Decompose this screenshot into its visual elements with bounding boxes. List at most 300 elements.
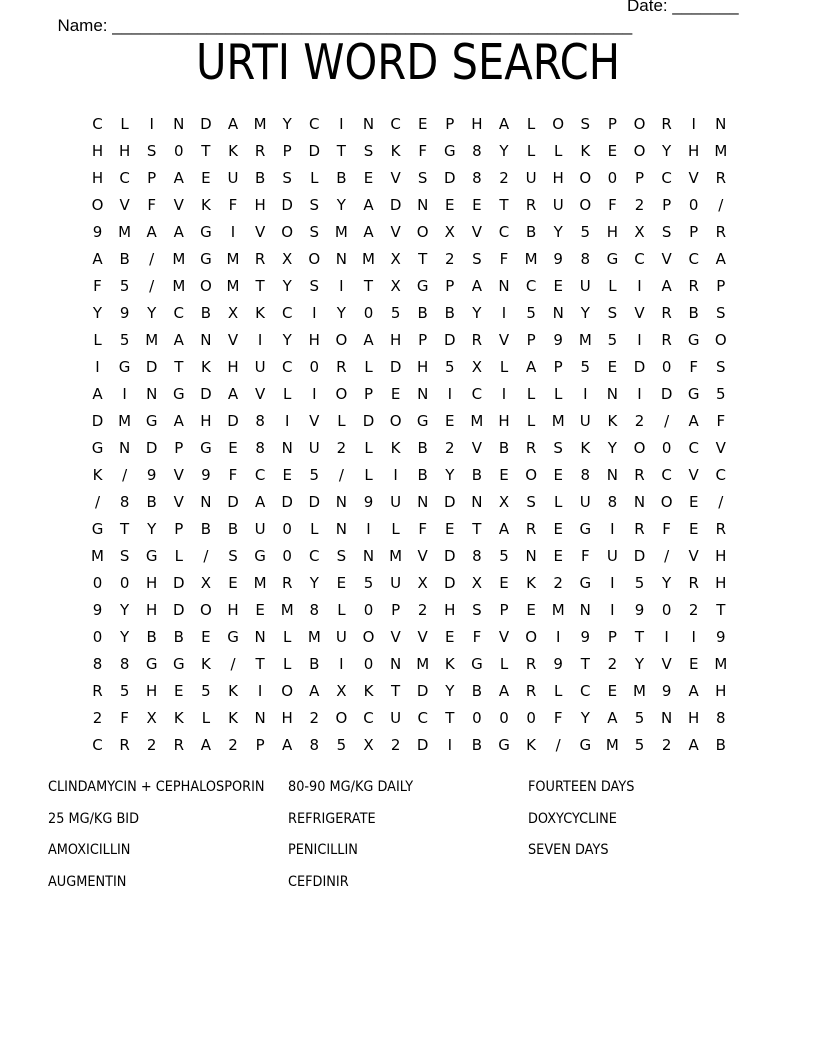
grid-letter[interactable]: H [389, 331, 402, 349]
grid-letter[interactable]: L [526, 412, 536, 430]
grid-letter[interactable]: H [715, 682, 727, 700]
grid-letter[interactable]: X [363, 736, 374, 754]
grid-letter[interactable]: 8 [580, 250, 591, 268]
grid-letter[interactable]: T [716, 601, 726, 619]
grid-letter[interactable]: V [254, 223, 266, 241]
grid-letter[interactable]: 5 [607, 331, 618, 349]
grid-letter[interactable]: E [445, 412, 455, 430]
grid-letter[interactable]: V [309, 412, 320, 430]
grid-letter[interactable]: L [120, 115, 129, 133]
grid-letter[interactable]: G [471, 655, 483, 673]
grid-letter[interactable]: H [227, 601, 239, 619]
grid-letter[interactable]: V [173, 196, 184, 214]
grid-letter[interactable]: H [91, 169, 104, 187]
grid-letter[interactable]: O [552, 115, 565, 133]
grid-letter[interactable]: H [200, 412, 212, 430]
grid-letter[interactable]: H [281, 709, 293, 727]
grid-letter[interactable]: T [363, 277, 374, 295]
grid-letter[interactable]: L [608, 277, 617, 295]
grid-letter[interactable]: X [417, 574, 428, 592]
grid-letter[interactable]: C [281, 304, 293, 322]
grid-letter[interactable]: K [255, 304, 266, 322]
name-field-label[interactable]: Name: _______________________________________________________ [57, 16, 633, 35]
grid-letter[interactable]: E [553, 466, 563, 484]
grid-letter[interactable]: 5 [336, 736, 347, 754]
grid-letter[interactable]: O [199, 601, 212, 619]
grid-letter[interactable]: C [309, 547, 320, 565]
grid-letter[interactable]: U [579, 493, 591, 511]
grid-letter[interactable]: N [660, 709, 673, 727]
grid-letter[interactable]: 2 [309, 709, 320, 727]
grid-letter[interactable]: E [688, 520, 699, 538]
grid-letter[interactable]: 2 [634, 412, 645, 430]
grid-letter[interactable]: / [203, 547, 209, 565]
grid-letter[interactable]: T [336, 142, 346, 160]
grid-letter[interactable]: M [605, 736, 619, 754]
grid-letter[interactable]: O [199, 277, 212, 295]
grid-letter[interactable]: 9 [146, 466, 157, 484]
grid-letter[interactable]: M [362, 250, 375, 268]
grid-letter[interactable]: 8 [119, 655, 130, 673]
grid-letter[interactable]: F [608, 196, 617, 214]
grid-letter[interactable]: B [200, 520, 212, 538]
grid-letter[interactable]: O [308, 250, 321, 268]
grid-letter[interactable]: I [555, 628, 561, 646]
grid-letter[interactable]: P [445, 115, 455, 133]
grid-letter[interactable]: B [688, 304, 699, 322]
grid-letter[interactable]: H [308, 331, 320, 349]
grid-letter[interactable]: D [660, 385, 673, 403]
grid-letter[interactable]: D [416, 736, 429, 754]
grid-letter[interactable]: 5 [580, 223, 591, 241]
grid-letter[interactable]: B [525, 223, 537, 241]
grid-letter[interactable]: B [227, 520, 239, 538]
grid-letter[interactable]: L [364, 439, 373, 457]
grid-letter[interactable]: L [364, 466, 373, 484]
grid-letter[interactable]: 2 [228, 736, 238, 754]
grid-letter[interactable]: 8 [716, 709, 726, 727]
grid-letter[interactable]: I [312, 304, 317, 322]
grid-letter[interactable]: B [254, 169, 266, 187]
grid-letter[interactable]: D [200, 115, 212, 133]
grid-letter[interactable]: 0 [309, 358, 320, 376]
grid-letter[interactable]: H [688, 709, 700, 727]
grid-letter[interactable]: 8 [580, 466, 591, 484]
grid-letter[interactable]: B [309, 655, 320, 673]
grid-letter[interactable]: M [172, 250, 186, 268]
grid-letter[interactable]: 5 [363, 574, 374, 592]
grid-letter[interactable]: O [335, 331, 348, 349]
grid-letter[interactable]: 9 [634, 601, 645, 619]
grid-letter[interactable]: M [578, 331, 592, 349]
grid-letter[interactable]: E [445, 196, 455, 214]
grid-letter[interactable]: B [471, 682, 483, 700]
grid-letter[interactable]: I [447, 736, 453, 754]
grid-letter[interactable]: C [498, 223, 510, 241]
grid-letter[interactable]: G [498, 736, 510, 754]
grid-letter[interactable]: V [498, 628, 510, 646]
grid-letter[interactable]: X [634, 223, 645, 241]
grid-letter[interactable]: D [308, 142, 321, 160]
grid-letter[interactable]: D [444, 574, 456, 592]
grid-letter[interactable]: R [715, 223, 727, 241]
grid-letter[interactable]: 9 [201, 466, 211, 484]
grid-letter[interactable]: E [607, 682, 618, 700]
grid-letter[interactable]: M [118, 223, 132, 241]
grid-letter[interactable]: 5 [309, 466, 320, 484]
grid-letter[interactable]: R [525, 439, 537, 457]
grid-letter[interactable]: G [91, 439, 104, 457]
grid-letter[interactable]: K [200, 655, 211, 673]
grid-letter[interactable]: P [634, 169, 645, 187]
grid-letter[interactable]: R [661, 115, 672, 133]
grid-letter[interactable]: X [336, 682, 347, 700]
grid-letter[interactable]: G [91, 520, 104, 538]
grid-letter[interactable]: H [471, 115, 483, 133]
grid-letter[interactable]: I [284, 412, 290, 430]
grid-letter[interactable]: B [417, 466, 428, 484]
grid-letter[interactable]: D [444, 547, 456, 565]
grid-letter[interactable]: A [498, 520, 510, 538]
grid-letter[interactable]: R [688, 277, 699, 295]
grid-letter[interactable]: D [145, 358, 158, 376]
grid-letter[interactable]: 0 [661, 439, 672, 457]
grid-letter[interactable]: Y [445, 466, 455, 484]
grid-letter[interactable]: K [228, 682, 238, 700]
grid-letter[interactable]: 8 [607, 493, 618, 511]
grid-letter[interactable]: N [362, 115, 375, 133]
grid-letter[interactable]: K [200, 358, 211, 376]
grid-letter[interactable]: A [254, 493, 266, 511]
grid-letter[interactable]: I [501, 385, 507, 403]
grid-letter[interactable]: M [714, 142, 728, 160]
grid-letter[interactable]: D [227, 493, 239, 511]
grid-letter[interactable]: E [336, 574, 347, 592]
grid-letter[interactable]: Y [662, 574, 672, 592]
grid-letter[interactable]: 9 [553, 331, 563, 349]
grid-letter[interactable]: M [226, 277, 240, 295]
grid-letter[interactable]: H [552, 169, 564, 187]
grid-letter[interactable]: G [145, 547, 158, 565]
grid-letter[interactable]: O [579, 169, 592, 187]
grid-letter[interactable]: B [471, 466, 483, 484]
grid-letter[interactable]: P [445, 277, 455, 295]
grid-letter[interactable]: 9 [92, 223, 103, 241]
grid-letter[interactable]: U [254, 520, 266, 538]
grid-letter[interactable]: 0 [363, 304, 374, 322]
grid-letter[interactable]: N [633, 493, 646, 511]
grid-letter[interactable]: C [715, 466, 727, 484]
grid-letter[interactable]: L [337, 601, 346, 619]
grid-letter[interactable]: V [471, 223, 483, 241]
grid-letter[interactable]: S [661, 223, 672, 241]
grid-letter[interactable]: H [146, 601, 158, 619]
grid-letter[interactable]: O [335, 385, 348, 403]
grid-letter[interactable]: I [610, 520, 615, 538]
grid-letter[interactable]: E [499, 466, 509, 484]
grid-letter[interactable]: 2 [92, 709, 103, 727]
grid-letter[interactable]: C [390, 115, 401, 133]
grid-letter[interactable]: S [309, 223, 320, 241]
grid-letter[interactable]: H [715, 547, 727, 565]
grid-letter[interactable]: M [145, 331, 159, 349]
grid-letter[interactable]: G [254, 547, 266, 565]
grid-letter[interactable]: N [254, 628, 266, 646]
grid-letter[interactable]: P [391, 601, 401, 619]
grid-letter[interactable]: R [471, 331, 483, 349]
grid-letter[interactable]: I [257, 331, 263, 349]
grid-letter[interactable]: 2 [499, 169, 509, 187]
grid-letter[interactable]: N [552, 304, 564, 322]
grid-letter[interactable]: V [173, 493, 184, 511]
grid-letter[interactable]: M [118, 412, 132, 430]
grid-letter[interactable]: K [580, 142, 591, 160]
grid-letter[interactable]: P [499, 601, 509, 619]
grid-letter[interactable]: A [200, 736, 212, 754]
grid-letter[interactable]: E [390, 385, 401, 403]
grid-letter[interactable]: N [606, 466, 618, 484]
grid-letter[interactable]: M [714, 655, 728, 673]
grid-letter[interactable]: D [633, 358, 646, 376]
grid-letter[interactable]: Y [580, 304, 590, 322]
grid-letter[interactable]: L [499, 655, 509, 673]
grid-letter[interactable]: L [391, 520, 400, 538]
grid-letter[interactable]: N [335, 493, 347, 511]
grid-letter[interactable]: X [227, 304, 239, 322]
grid-letter[interactable]: O [525, 628, 537, 646]
grid-letter[interactable]: O [362, 628, 375, 646]
grid-letter[interactable]: B [200, 304, 212, 322]
grid-letter[interactable]: 5 [716, 385, 726, 403]
grid-letter[interactable]: V [227, 331, 239, 349]
grid-letter[interactable]: F [228, 196, 238, 214]
grid-letter[interactable]: G [579, 736, 592, 754]
grid-letter[interactable]: S [417, 169, 428, 187]
grid-letter[interactable]: A [92, 385, 103, 403]
grid-letter[interactable]: D [444, 169, 456, 187]
grid-letter[interactable]: R [525, 682, 537, 700]
grid-letter[interactable]: V [390, 169, 401, 187]
grid-letter[interactable]: A [363, 196, 374, 214]
grid-letter[interactable]: E [174, 682, 184, 700]
grid-letter[interactable]: B [146, 628, 157, 646]
grid-letter[interactable]: B [471, 736, 483, 754]
grid-letter[interactable]: / [94, 493, 101, 511]
grid-letter[interactable]: M [253, 574, 267, 592]
grid-letter[interactable]: A [173, 169, 184, 187]
grid-letter[interactable]: E [499, 574, 509, 592]
grid-letter[interactable]: P [174, 520, 184, 538]
grid-letter[interactable]: F [716, 412, 726, 430]
grid-letter[interactable]: U [335, 628, 347, 646]
grid-letter[interactable]: N [146, 385, 158, 403]
grid-letter[interactable]: I [339, 115, 344, 133]
grid-letter[interactable]: L [499, 358, 509, 376]
grid-letter[interactable]: S [228, 547, 238, 565]
grid-letter[interactable]: K [526, 574, 537, 592]
grid-letter[interactable]: X [390, 250, 401, 268]
grid-letter[interactable]: G [200, 223, 212, 241]
grid-letter[interactable]: Y [309, 574, 319, 592]
grid-letter[interactable]: P [553, 358, 563, 376]
grid-letter[interactable]: K [526, 736, 537, 754]
grid-letter[interactable]: 2 [445, 439, 455, 457]
grid-letter[interactable]: P [282, 142, 292, 160]
grid-letter[interactable]: R [688, 574, 699, 592]
grid-letter[interactable]: I [583, 385, 588, 403]
grid-letter[interactable]: 8 [92, 655, 103, 673]
grid-letter[interactable]: P [147, 169, 157, 187]
grid-letter[interactable]: Y [282, 277, 292, 295]
grid-letter[interactable]: N [173, 115, 185, 133]
grid-letter[interactable]: D [444, 493, 456, 511]
grid-letter[interactable]: U [525, 169, 537, 187]
date-field-label[interactable]: Date: _______ [627, 0, 739, 15]
grid-letter[interactable]: 5 [580, 358, 591, 376]
grid-letter[interactable]: L [337, 412, 346, 430]
grid-letter[interactable]: / [149, 277, 155, 295]
grid-letter[interactable]: A [227, 385, 239, 403]
grid-letter[interactable]: Y [499, 142, 509, 160]
grid-letter[interactable]: S [716, 304, 726, 322]
grid-letter[interactable]: A [688, 736, 699, 754]
grid-letter[interactable]: 2 [607, 655, 618, 673]
grid-letter[interactable]: L [93, 331, 102, 349]
grid-letter[interactable]: I [339, 277, 344, 295]
grid-letter[interactable]: 5 [634, 736, 645, 754]
grid-letter[interactable]: I [393, 466, 398, 484]
grid-letter[interactable]: L [554, 493, 563, 511]
grid-letter[interactable]: E [472, 196, 482, 214]
grid-letter[interactable]: N [579, 601, 591, 619]
grid-letter[interactable]: K [444, 655, 455, 673]
grid-letter[interactable]: S [526, 493, 536, 511]
grid-letter[interactable]: 5 [526, 304, 536, 322]
grid-letter[interactable]: 8 [309, 601, 320, 619]
grid-letter[interactable]: G [118, 358, 131, 376]
grid-letter[interactable]: L [283, 385, 292, 403]
grid-letter[interactable]: 5 [634, 709, 645, 727]
grid-letter[interactable]: M [253, 115, 267, 133]
grid-letter[interactable]: S [472, 601, 482, 619]
grid-letter[interactable]: K [228, 142, 238, 160]
grid-letter[interactable]: 0 [282, 547, 292, 565]
grid-letter[interactable]: M [551, 601, 565, 619]
grid-letter[interactable]: 8 [119, 493, 130, 511]
grid-letter[interactable]: V [173, 466, 184, 484]
grid-letter[interactable]: P [662, 196, 672, 214]
grid-letter[interactable]: M [633, 682, 646, 700]
grid-letter[interactable]: M [334, 223, 348, 241]
grid-letter[interactable]: V [254, 385, 266, 403]
grid-letter[interactable]: L [174, 547, 183, 565]
grid-letter[interactable]: R [525, 196, 537, 214]
grid-letter[interactable]: C [363, 709, 374, 727]
grid-letter[interactable]: S [119, 547, 130, 565]
grid-letter[interactable]: 8 [309, 736, 320, 754]
grid-letter[interactable]: 0 [526, 709, 536, 727]
grid-letter[interactable]: F [499, 250, 509, 268]
grid-letter[interactable]: 5 [201, 682, 211, 700]
grid-letter[interactable]: 5 [445, 358, 455, 376]
grid-letter[interactable]: T [418, 250, 428, 268]
grid-letter[interactable]: K [607, 412, 618, 430]
grid-letter[interactable]: L [526, 115, 536, 133]
grid-letter[interactable]: O [335, 709, 348, 727]
grid-letter[interactable]: G [227, 628, 239, 646]
grid-letter[interactable]: R [634, 520, 645, 538]
grid-letter[interactable]: V [634, 304, 645, 322]
grid-letter[interactable]: S [282, 169, 292, 187]
grid-letter[interactable]: R [92, 682, 103, 700]
grid-letter[interactable]: T [445, 709, 455, 727]
grid-letter[interactable]: H [688, 142, 700, 160]
grid-letter[interactable]: I [122, 385, 127, 403]
grid-letter[interactable]: F [553, 709, 563, 727]
grid-letter[interactable]: V [417, 628, 428, 646]
grid-letter[interactable]: 2 [553, 574, 563, 592]
grid-letter[interactable]: D [145, 439, 158, 457]
grid-letter[interactable]: A [363, 331, 374, 349]
grid-letter[interactable]: 9 [661, 682, 672, 700]
grid-letter[interactable]: A [661, 277, 672, 295]
grid-letter[interactable]: N [200, 331, 212, 349]
grid-letter[interactable]: S [607, 304, 618, 322]
grid-letter[interactable]: Y [147, 304, 157, 322]
grid-letter[interactable]: C [173, 304, 185, 322]
grid-letter[interactable]: Y [92, 304, 103, 322]
grid-letter[interactable]: N [118, 439, 131, 457]
grid-letter[interactable]: C [580, 682, 591, 700]
grid-letter[interactable]: V [417, 547, 428, 565]
grid-letter[interactable]: S [146, 142, 157, 160]
grid-letter[interactable]: N [715, 115, 727, 133]
grid-letter[interactable]: C [661, 466, 672, 484]
grid-letter[interactable]: 2 [634, 196, 645, 214]
grid-letter[interactable]: N [525, 547, 537, 565]
grid-letter[interactable]: H [254, 196, 266, 214]
grid-letter[interactable]: 0 [92, 574, 103, 592]
grid-letter[interactable]: F [662, 520, 671, 538]
grid-letter[interactable]: E [526, 601, 536, 619]
grid-letter[interactable]: E [688, 493, 699, 511]
grid-letter[interactable]: S [363, 142, 374, 160]
grid-letter[interactable]: L [554, 142, 563, 160]
grid-letter[interactable]: 9 [92, 601, 103, 619]
grid-letter[interactable]: X [282, 250, 293, 268]
grid-letter[interactable]: 8 [255, 439, 265, 457]
grid-letter[interactable]: 9 [716, 628, 726, 646]
grid-letter[interactable]: 9 [580, 628, 591, 646]
grid-letter[interactable]: R [634, 466, 645, 484]
grid-letter[interactable]: 5 [119, 682, 130, 700]
grid-letter[interactable]: Y [120, 628, 130, 646]
grid-letter[interactable]: U [390, 709, 402, 727]
grid-letter[interactable]: B [336, 169, 347, 187]
grid-letter[interactable]: 8 [255, 412, 265, 430]
grid-letter[interactable]: Y [336, 196, 346, 214]
grid-letter[interactable]: 8 [472, 169, 482, 187]
grid-letter[interactable]: A [715, 250, 726, 268]
grid-letter[interactable]: S [553, 439, 563, 457]
grid-letter[interactable]: M [172, 277, 186, 295]
grid-letter[interactable]: L [526, 385, 536, 403]
grid-letter[interactable]: U [390, 574, 402, 592]
grid-letter[interactable]: A [227, 115, 239, 133]
grid-letter[interactable]: L [364, 358, 373, 376]
grid-letter[interactable]: T [391, 682, 401, 700]
grid-letter[interactable]: A [309, 682, 320, 700]
